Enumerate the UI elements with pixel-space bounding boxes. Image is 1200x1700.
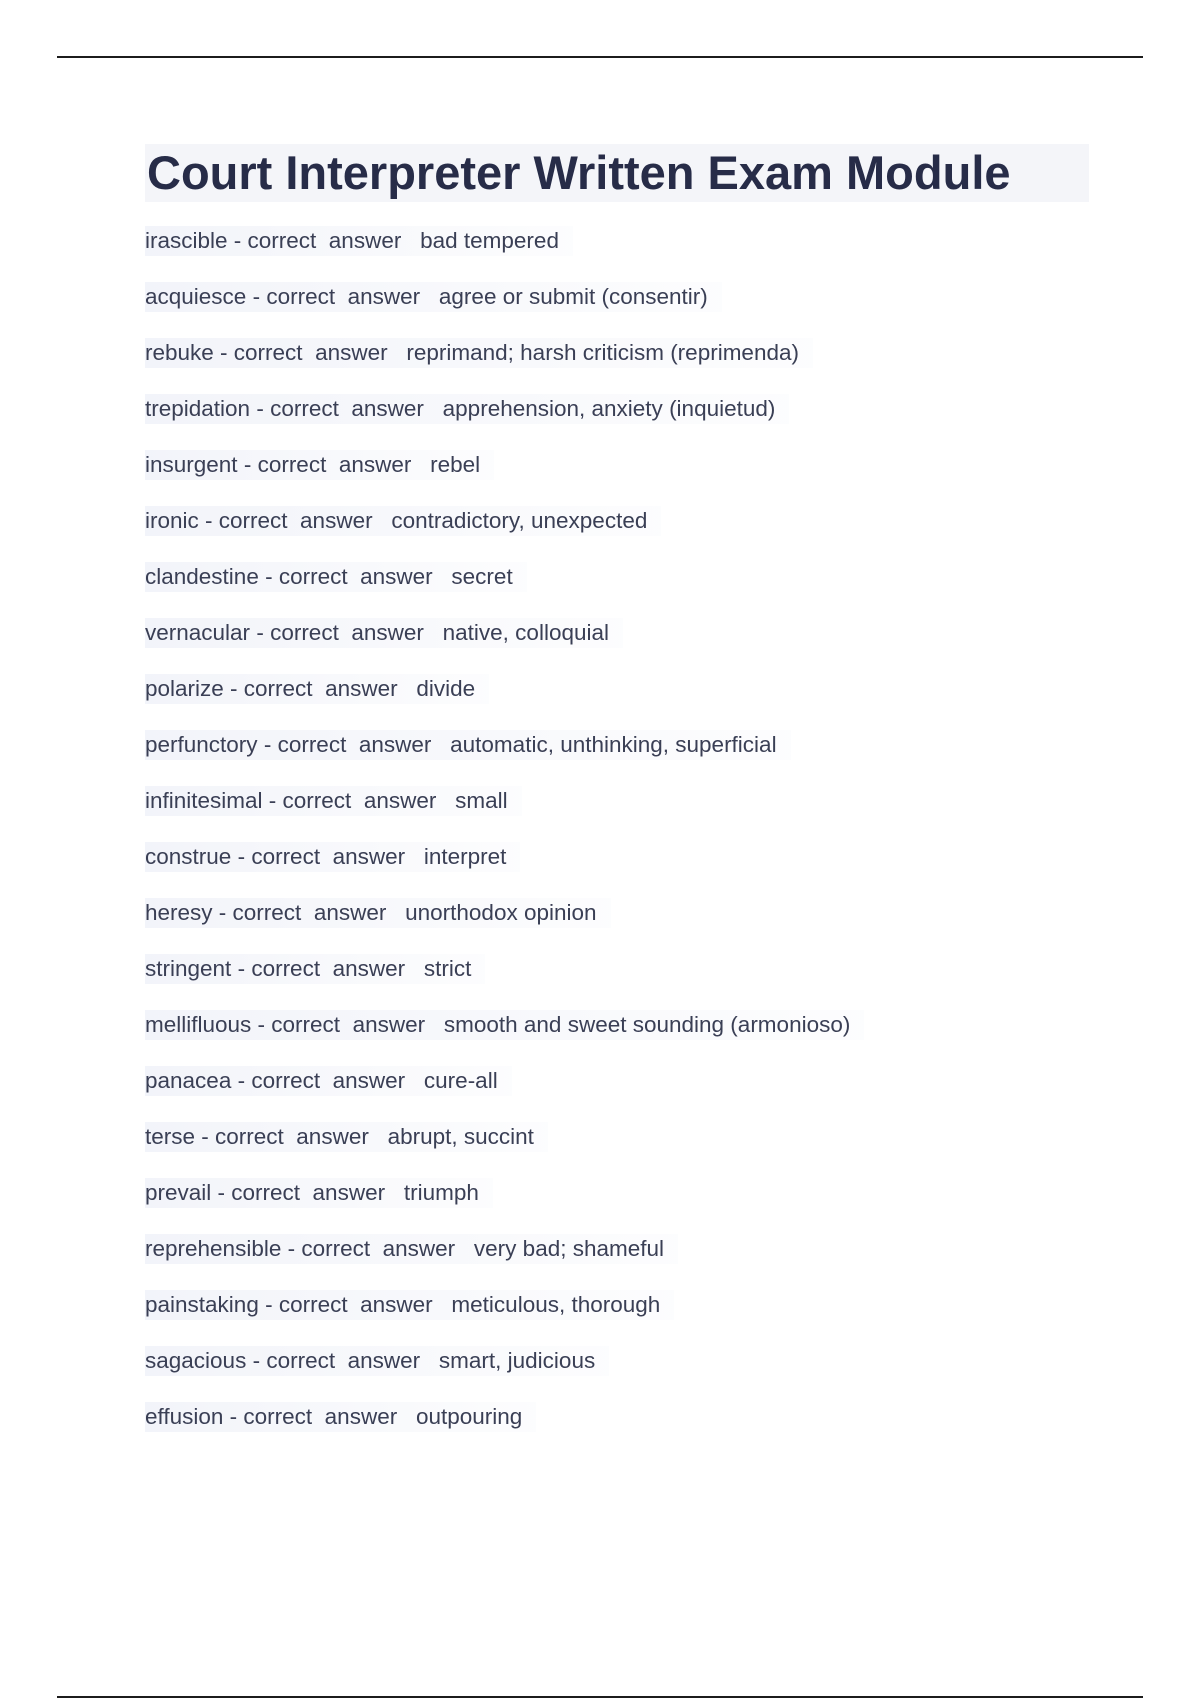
entry-answer-label: correct answer: [257, 452, 412, 477]
entry-separator: -: [250, 620, 271, 645]
entry-separator: -: [258, 1292, 279, 1317]
entry-term: stringent: [145, 956, 232, 981]
entry-separator: -: [212, 900, 233, 925]
entry-gap: [436, 788, 455, 813]
entry-separator: -: [213, 340, 234, 365]
entry-term: acquiesce: [145, 284, 247, 309]
entry-definition: unorthodox opinion: [405, 900, 597, 925]
entry-term: rebuke: [145, 340, 214, 365]
entry-gap: [424, 620, 443, 645]
list-item: [145, 674, 1095, 730]
top-rule: [57, 56, 1143, 58]
list-item: [145, 1234, 1095, 1290]
bottom-rule: [57, 1696, 1143, 1698]
entry-separator: -: [198, 508, 219, 533]
entry-line: [145, 394, 789, 424]
entry-separator: -: [258, 564, 279, 589]
list-item: [145, 898, 1095, 954]
entry-term: infinitesimal: [145, 788, 263, 813]
entry-gap: [385, 1180, 404, 1205]
entry-gap: [420, 1348, 439, 1373]
entry-separator: -: [257, 732, 278, 757]
list-item: [145, 1346, 1095, 1402]
entry-term: reprehensible: [145, 1236, 282, 1261]
entry-gap: [424, 396, 443, 421]
entry-gap: [397, 1404, 416, 1429]
list-item: [145, 338, 1095, 394]
entry-separator: -: [246, 284, 267, 309]
entry-definition: automatic, unthinking, superficial: [450, 732, 777, 757]
entry-answer-label: correct answer: [251, 1068, 406, 1093]
entry-term: panacea: [145, 1068, 232, 1093]
list-item: [145, 842, 1095, 898]
entry-term: prevail: [145, 1180, 212, 1205]
entry-definition: contradictory, unexpected: [391, 508, 648, 533]
entry-definition: interpret: [423, 844, 507, 869]
entry-gap: [431, 732, 450, 757]
entry-term: trepidation: [145, 396, 251, 421]
entry-separator: -: [262, 788, 283, 813]
list-item: [145, 1122, 1095, 1178]
entry-line: [145, 562, 527, 592]
list-item: [145, 394, 1095, 450]
entry-term: heresy: [145, 900, 213, 925]
entry-separator: -: [281, 1236, 302, 1261]
entry-line: [145, 954, 485, 984]
entry-definition: meticulous, thorough: [451, 1292, 661, 1317]
list-item: [145, 618, 1095, 674]
entry-answer-label: correct answer: [243, 1404, 398, 1429]
title-block: [145, 144, 1089, 202]
entry-separator: -: [195, 1124, 216, 1149]
entry-separator: -: [223, 676, 244, 701]
entry-term: perfunctory: [145, 732, 258, 757]
entry-separator: -: [231, 1068, 252, 1093]
entry-answer-label: correct answer: [282, 788, 437, 813]
entry-answer-label: correct answer: [277, 732, 432, 757]
list-item: [145, 1290, 1095, 1346]
entry-answer-label: correct answer: [233, 340, 388, 365]
entry-line: [145, 674, 489, 704]
entry-line: [145, 1346, 609, 1376]
list-item: [145, 226, 1095, 282]
entry-answer-label: correct answer: [232, 900, 387, 925]
entry-separator: -: [211, 1180, 232, 1205]
entry-line: [145, 338, 813, 368]
list-item: [145, 1010, 1095, 1066]
entry-line: [145, 450, 494, 480]
entry-line: [145, 506, 661, 536]
entry-definition: outpouring: [415, 1404, 523, 1429]
entry-line: [145, 618, 623, 648]
entry-gap: [433, 564, 452, 589]
entry-term: construe: [145, 844, 232, 869]
entry-term: insurgent: [145, 452, 238, 477]
entry-definition: secret: [451, 564, 513, 589]
entry-definition: triumph: [403, 1180, 479, 1205]
entry-term: ironic: [145, 508, 199, 533]
entry-line: [145, 1234, 678, 1264]
entry-answer-label: correct answer: [251, 956, 406, 981]
entry-definition: small: [455, 788, 508, 813]
entry-definition: abrupt, succint: [387, 1124, 534, 1149]
entry-line: [145, 842, 520, 872]
list-item: [145, 1066, 1095, 1122]
entry-definition: very bad; shameful: [473, 1236, 665, 1261]
entry-line: [145, 1178, 493, 1208]
entry-separator: -: [231, 956, 252, 981]
entry-answer-label: correct answer: [215, 1124, 369, 1149]
list-item: [145, 282, 1095, 338]
entry-answer-label: correct answer: [251, 844, 406, 869]
entry-gap: [386, 900, 405, 925]
entry-answer-label: correct answer: [243, 676, 398, 701]
entry-term: sagacious: [145, 1348, 247, 1373]
entry-gap: [405, 956, 424, 981]
entry-line: [145, 1066, 512, 1096]
entry-answer-label: correct answer: [247, 228, 402, 253]
entry-line: [145, 1290, 674, 1320]
entry-gap: [373, 508, 392, 533]
list-item: [145, 1178, 1095, 1234]
entry-term: terse: [145, 1124, 196, 1149]
entry-definition: native, colloquial: [442, 620, 609, 645]
entry-definition: rebel: [430, 452, 481, 477]
entry-term: irascible: [145, 228, 228, 253]
entry-answer-label: correct answer: [301, 1236, 456, 1261]
list-item: [145, 506, 1095, 562]
list-item: [145, 786, 1095, 842]
entry-separator: -: [223, 1404, 244, 1429]
entry-answer-label: correct answer: [266, 1348, 421, 1373]
list-item: [145, 1402, 1095, 1458]
entry-separator: -: [237, 452, 258, 477]
entry-separator: -: [246, 1348, 267, 1373]
entry-answer-label: correct answer: [270, 396, 424, 421]
entry-answer-label: correct answer: [278, 564, 433, 589]
entry-gap: [388, 340, 407, 365]
entry-gap: [405, 1068, 424, 1093]
entry-gap: [425, 1012, 444, 1037]
entry-gap: [420, 284, 439, 309]
list-item: [145, 562, 1095, 618]
entry-gap: [369, 1124, 388, 1149]
entry-separator: -: [231, 844, 252, 869]
entry-line: [145, 1122, 548, 1152]
list-item: [145, 730, 1095, 786]
entry-definition: apprehension, anxiety (inquietud): [442, 396, 776, 421]
entry-line: [145, 226, 573, 256]
entry-definition: smooth and sweet sounding (armonioso): [443, 1012, 851, 1037]
entry-answer-label: correct answer: [266, 284, 421, 309]
entry-term: polarize: [145, 676, 224, 701]
entry-definition: divide: [416, 676, 476, 701]
list-item: [145, 450, 1095, 506]
entry-definition: bad tempered: [420, 228, 559, 253]
entry-line: [145, 1010, 864, 1040]
entry-term: vernacular: [145, 620, 251, 645]
entry-definition: strict: [423, 956, 472, 981]
entry-term: mellifluous: [145, 1012, 252, 1037]
entry-answer-label: correct answer: [271, 1012, 426, 1037]
entry-gap: [398, 676, 417, 701]
entry-separator: -: [227, 228, 248, 253]
entry-answer-label: correct answer: [231, 1180, 386, 1205]
list-item: [145, 954, 1095, 1010]
entry-definition: reprimand; harsh criticism (reprimenda): [406, 340, 799, 365]
entry-line: [145, 898, 611, 928]
entry-gap: [405, 844, 424, 869]
entry-definition: agree or submit (consentir): [438, 284, 708, 309]
entry-gap: [455, 1236, 474, 1261]
entry-gap: [433, 1292, 452, 1317]
entry-term: painstaking: [145, 1292, 259, 1317]
entry-gap: [401, 228, 420, 253]
entry-separator: -: [250, 396, 271, 421]
entry-gap: [411, 452, 430, 477]
entry-term: effusion: [145, 1404, 224, 1429]
entry-answer-label: correct answer: [270, 620, 424, 645]
entry-separator: -: [251, 1012, 272, 1037]
entry-definition: cure-all: [423, 1068, 498, 1093]
entry-line: [145, 730, 791, 760]
entry-answer-label: correct answer: [278, 1292, 433, 1317]
entry-line: [145, 1402, 536, 1432]
page-title: Court Interpreter Written Exam Module: [147, 146, 1011, 199]
entry-term: clandestine: [145, 564, 259, 589]
entry-line: [145, 786, 522, 816]
entry-answer-label: correct answer: [218, 508, 373, 533]
flashcard-list: [145, 226, 1095, 1458]
entry-line: [145, 282, 722, 312]
entry-definition: smart, judicious: [438, 1348, 596, 1373]
